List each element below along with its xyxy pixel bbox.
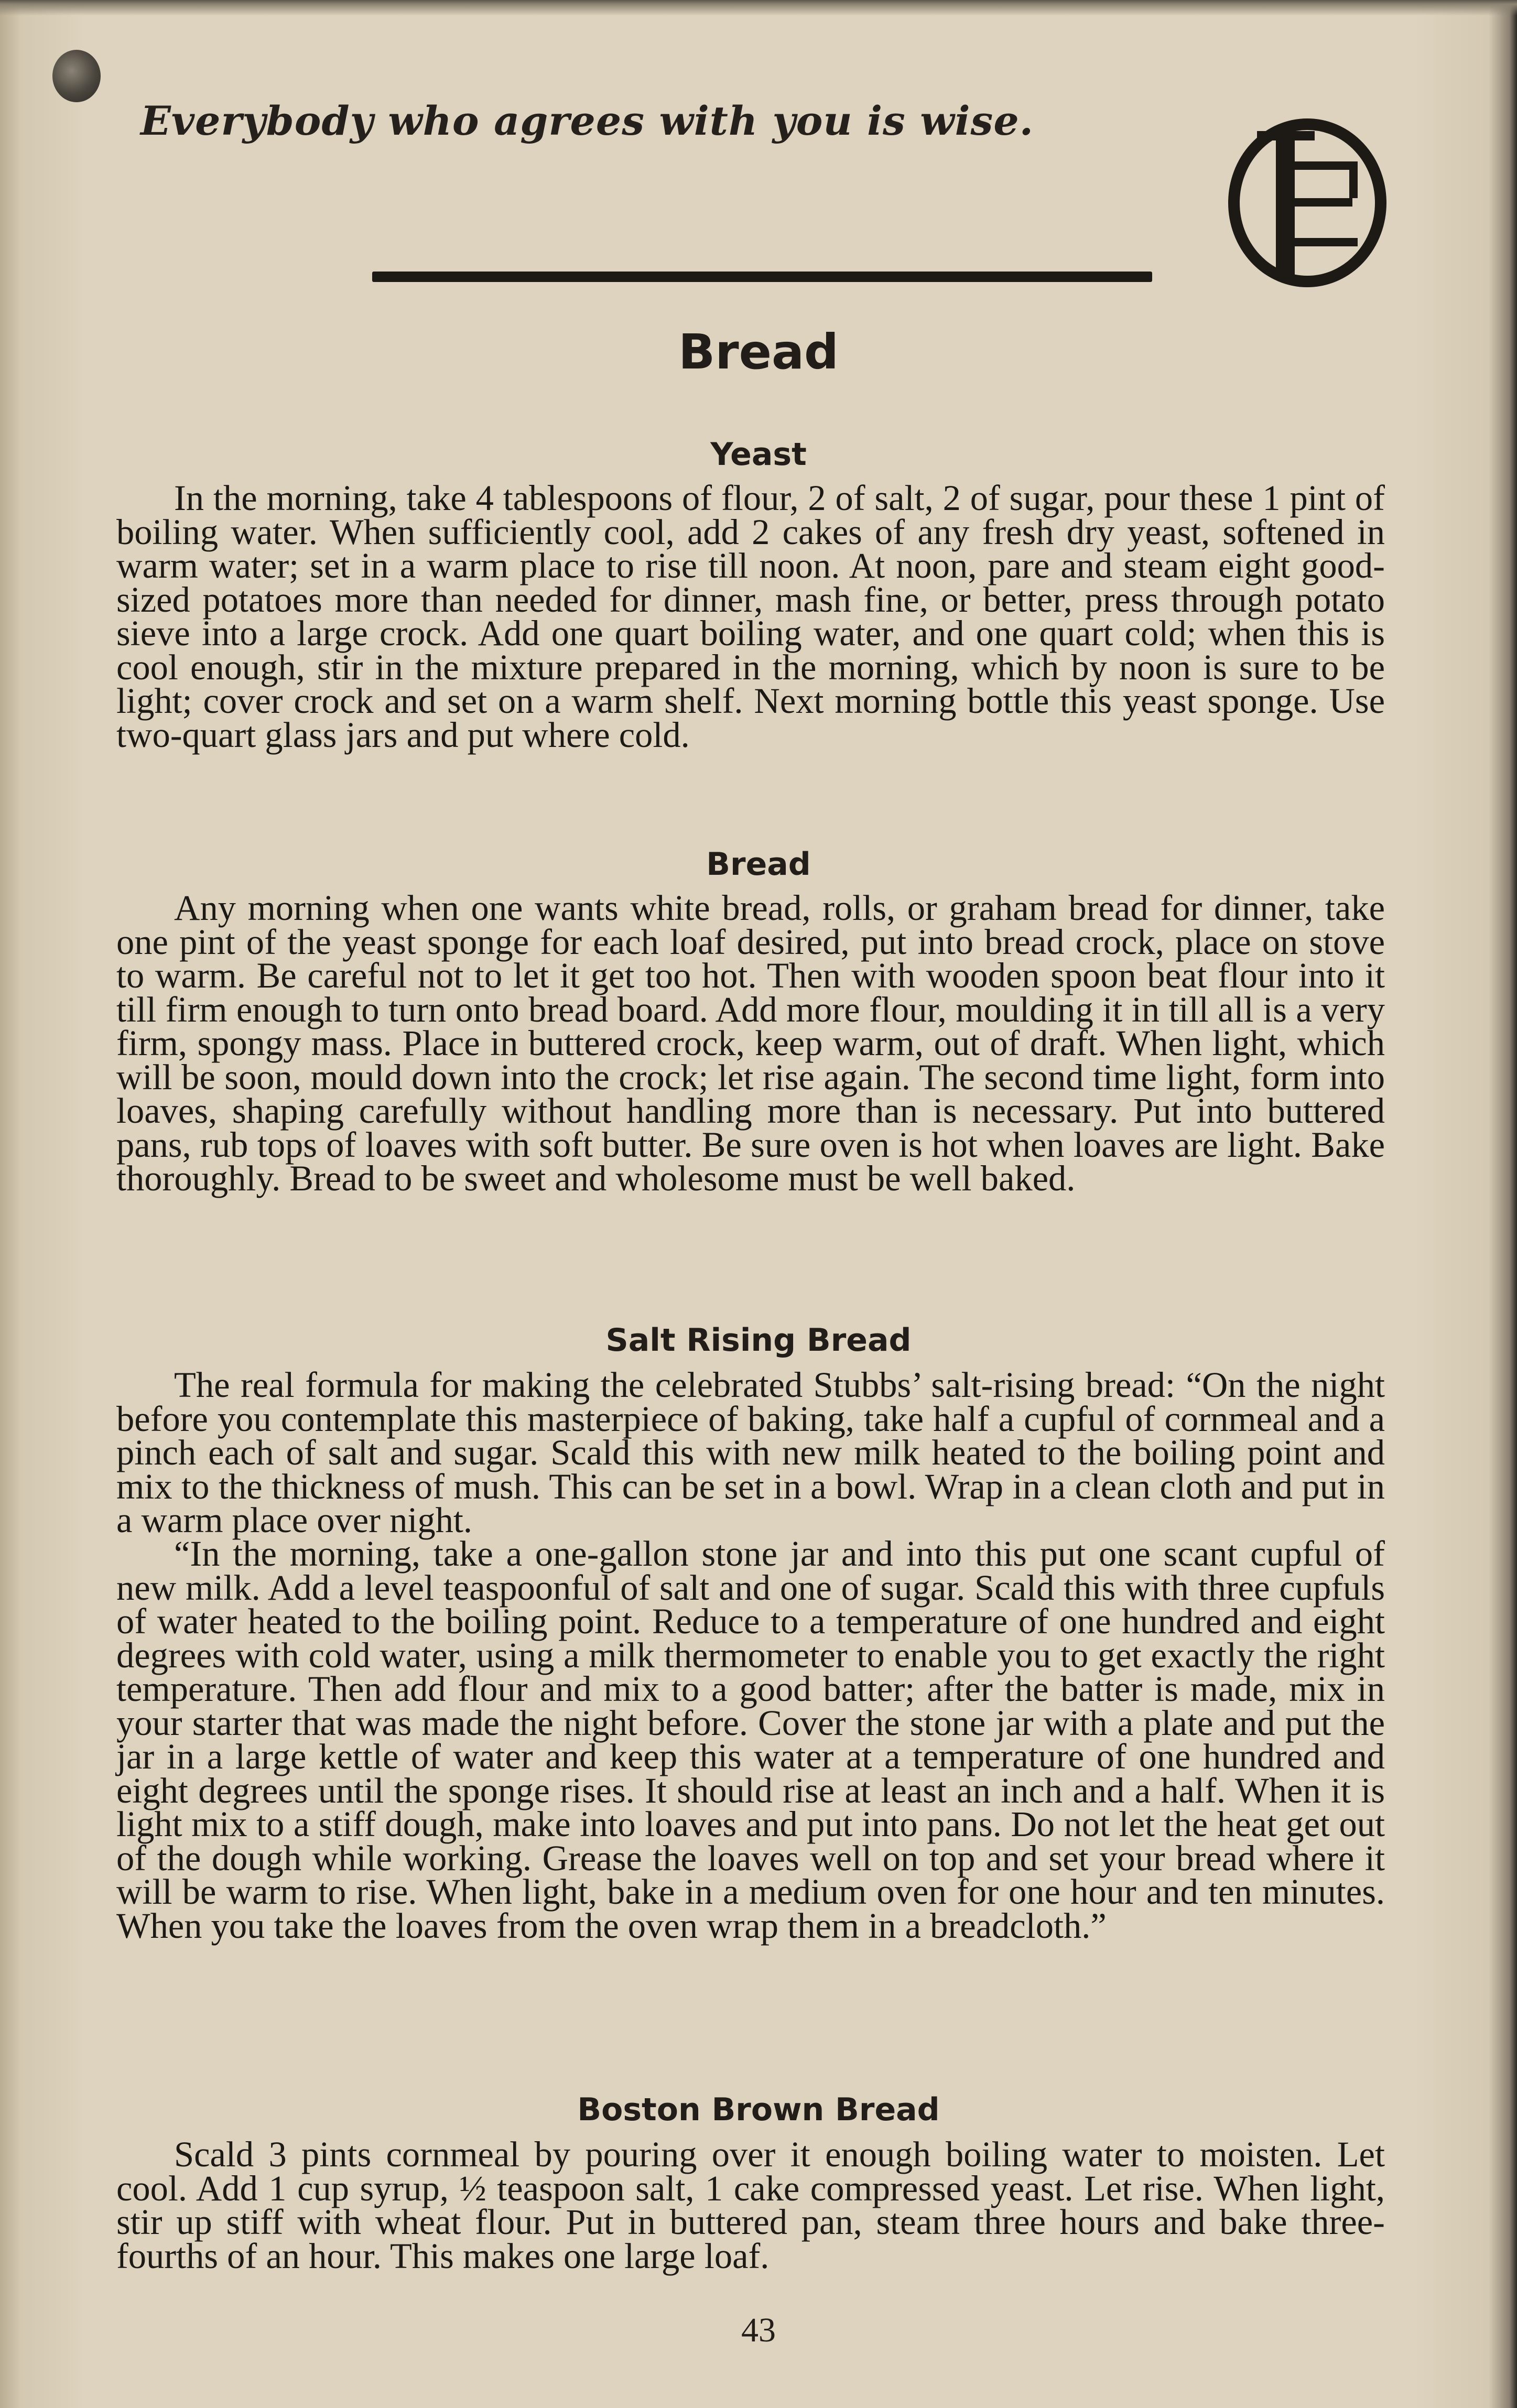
page-title: Bread bbox=[678, 324, 839, 380]
section-heading-bread: Bread bbox=[706, 846, 811, 883]
section-heading-boston-brown-bread: Boston Brown Bread bbox=[577, 2091, 940, 2128]
paragraph-yeast: In the morning, take 4 tablespoons of flour, 2 of salt, 2 of sugar, pour these 1 pint of boiling water. When sufficiently cool, add 2 cakes of any fresh dry yeast, softened in warm water; set in a warm place to rise till noon. At noon, pare and steam eight good-sized potatoes more than needed for dinner, mash fine, or better, press through potato sieve into a large crock. Add one quart boiling water, and one quart cold; when this is cool enough, stir in the mixture prepared in the morning, which by noon is sure to be light; cover crock and set on a warm shelf. Next morning bottle this yeast sponge. Use two-quart glass jars and put where cold. bbox=[116, 478, 1385, 755]
page-number: 43 bbox=[741, 2311, 776, 2349]
binding-hole-icon bbox=[52, 50, 101, 102]
page-motto: Everybody who agrees with you is wise. bbox=[140, 97, 1034, 144]
monogram-ornament-icon bbox=[1226, 116, 1389, 289]
paragraph-salt-rising-1: The real formula for making the celebrated Stubbs’ salt-rising bread: “On the night before you contemplate this masterpiece of baking, take half a cupful of cornmeal and a pinch each of salt and sugar. Scald this with new milk heated to the boiling point and mix to the thickness of mush. This can be set in a bowl. Wrap in a clean cloth and put in a warm place over night. bbox=[116, 1365, 1385, 1540]
paragraph-boston-brown-bread: Scald 3 pints cornmeal by pouring over it enough boiling water to moisten. Let cool. Add 1 cup syrup, ½ teaspoon salt, 1 cake compressed yeast. Let rise. When light, stir up stiff with wheat flour. Put in buttered pan, steam three hours and bake three-fourths of an hour. This makes one large loaf. bbox=[116, 2134, 1385, 2276]
paragraph-bread: Any morning when one wants white bread, rolls, or graham bread for dinner, take one pint of the yeast sponge for each loaf desired, put into bread crock, place on stove to warm. Be careful not to let it get too hot. Then with wooden spoon beat flour into it till firm enough to turn onto bread board. Add more flour, moulding it in till all is a very firm, spongy mass. Place in buttered crock, keep warm, out of draft. When light, which will be soon, mould down into the crock; let rise again. The second time light, form into loaves, shaping carefully without handling more than is necessary. Put into buttered pans, rub tops of loaves with soft butter. Be sure oven is hot when loaves are light. Bake thoroughly. Bread to be sweet and wholesome must be well baked. bbox=[116, 888, 1385, 1198]
paragraph-salt-rising-2: “In the morning, take a one-gallon stone jar and into this put one scant cupful of new milk. Add a level teaspoonful of salt and one of sugar. Scald this with three cupfuls of water heated to the boiling point. Reduce to a temperature of one hundred and eight degrees with cold water, using a milk thermometer to enable you to get exactly the right temperature. Then add flour and mix to a good batter; after the batter is made, mix in your starter that was made the night before. Cover the stone jar with a plate and put the jar in a large kettle of water and keep this water at a temperature of one hundred and eight degrees until the sponge rises. It should rise at least an inch and a half. When it is light mix to a stiff dough, make into loaves and put into pans. Do not let the heat get out of the dough while working. Grease the loaves well on top and set your bread where it will be warm to rise. When light, bake in a medium oven for one hour and ten minutes. When you take the loaves from the oven wrap them in a breadcloth.” bbox=[116, 1534, 1385, 1946]
header-rule bbox=[372, 272, 1152, 282]
section-heading-salt-rising-bread: Salt Rising Bread bbox=[605, 1322, 912, 1359]
page-top-shadow bbox=[0, 0, 1517, 16]
section-heading-yeast: Yeast bbox=[710, 436, 807, 473]
